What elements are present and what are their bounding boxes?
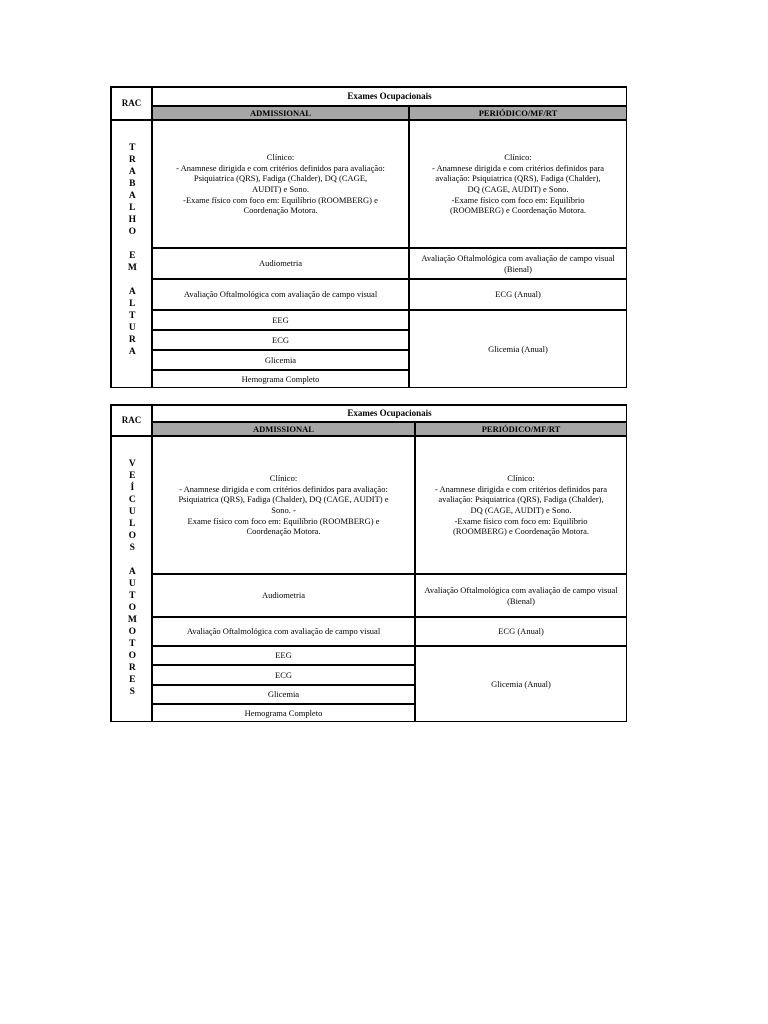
column-header-periodico: PERIÓDICO/MF/RT <box>409 106 627 120</box>
column-header-admissional: ADMISSIONAL <box>152 422 415 436</box>
periodico-clinico: Clínico: - Anamnese dirigida e com critérios definidos para avaliação: Psiquiatrica (QRS), Fadiga (Chalder), DQ (CAGE, AUDIT) e Sono. -Exame físico com foco em: Equilíbrio (ROOMBERG) e Coordenação Motora. <box>415 436 627 574</box>
admissional-eeg: EEG <box>152 646 415 665</box>
periodico-oftalmologica: Avaliação Oftalmológica com avaliação de campo visual (Bienal) <box>409 248 627 279</box>
vertical-category-label: VEÍCULOS AUTOMOTORES <box>111 436 152 722</box>
periodico-ecg: ECG (Anual) <box>409 279 627 310</box>
admissional-ecg: ECG <box>152 665 415 685</box>
table-title: Exames Ocupacionais <box>152 405 627 422</box>
column-header-periodico: PERIÓDICO/MF/RT <box>415 422 627 436</box>
admissional-oftalmologica: Avaliação Oftalmológica com avaliação de campo visual <box>152 617 415 646</box>
periodico-ecg: ECG (Anual) <box>415 617 627 646</box>
column-header-admissional: ADMISSIONAL <box>152 106 409 120</box>
admissional-glicemia: Glicemia <box>152 685 415 704</box>
admissional-eeg: EEG <box>152 310 409 330</box>
vertical-category-label: TRABALHO EM ALTURA <box>111 120 152 388</box>
admissional-clinico: Clínico: - Anamnese dirigida e com critérios definidos para avaliação: Psiquiatrica (QRS), Fadiga (Chalder), DQ (CAGE, AUDIT) e Sono. -Exame físico com foco em: Equilíbrio (ROOMBERG) e Coordenação Motora. <box>152 120 409 248</box>
periodico-glicemia: Glicemia (Anual) <box>409 310 627 388</box>
admissional-audiometria: Audiometria <box>152 248 409 279</box>
table-title: Exames Ocupacionais <box>152 87 627 106</box>
rac-header: RAC <box>111 87 152 120</box>
rac-header: RAC <box>111 405 152 436</box>
admissional-audiometria: Audiometria <box>152 574 415 617</box>
periodico-oftalmologica: Avaliação Oftalmológica com avaliação de campo visual (Bienal) <box>415 574 627 617</box>
admissional-hemograma: Hemograma Completo <box>152 370 409 388</box>
admissional-clinico: Clínico: - Anamnese dirigida e com critérios definidos para avaliação: Psiquiatrica (QRS), Fadiga (Chalder), DQ (CAGE, AUDIT) e Sono. - Exame físico com foco em: Equilíbrio (ROOMBERG) e Coordenação Motora. <box>152 436 415 574</box>
admissional-ecg: ECG <box>152 330 409 350</box>
exam-table-veiculos-automotores <box>110 404 627 722</box>
periodico-clinico: Clínico: - Anamnese dirigida e com critérios definidos para avaliação: Psiquiatrica (QRS), Fadiga (Chalder), DQ (CAGE, AUDIT) e Sono. -Exame físico com foco em: Equilíbrio (ROOMBERG) e Coordenação Motora. <box>409 120 627 248</box>
admissional-oftalmologica: Avaliação Oftalmológica com avaliação de campo visual <box>152 279 409 310</box>
admissional-glicemia: Glicemia <box>152 350 409 370</box>
admissional-hemograma: Hemograma Completo <box>152 704 415 722</box>
exam-table-trabalho-em-altura <box>110 86 627 388</box>
periodico-glicemia: Glicemia (Anual) <box>415 646 627 722</box>
